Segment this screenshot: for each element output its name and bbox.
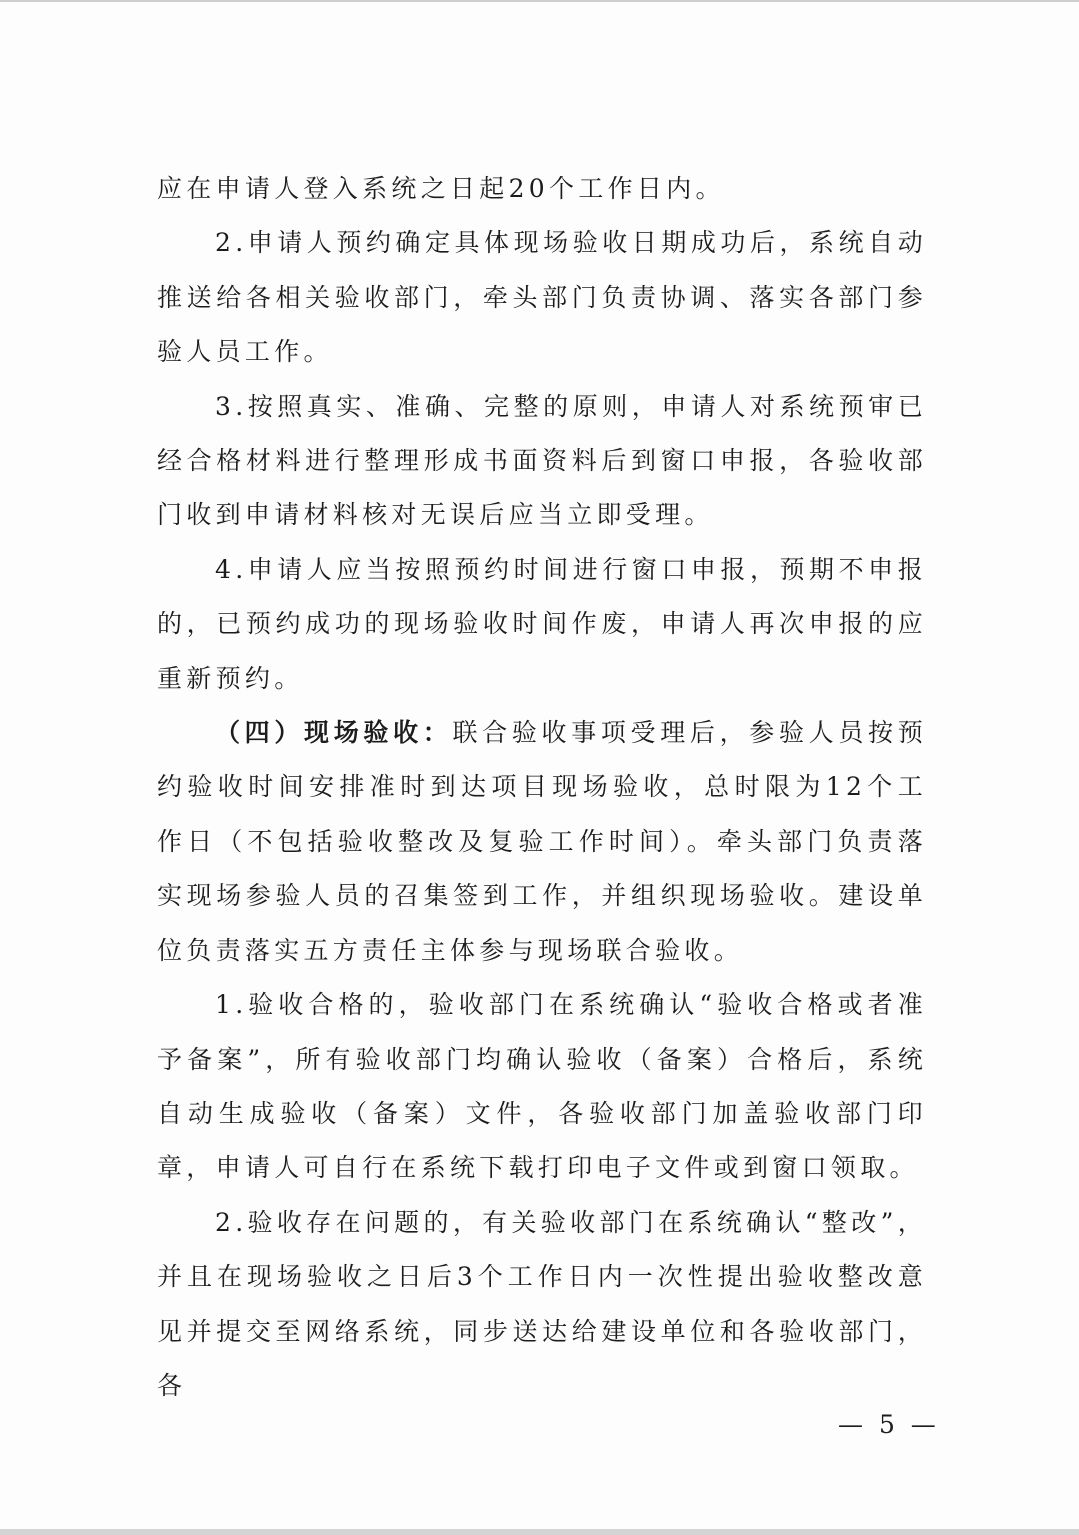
paragraph-text: 2.申请人预约确定具体现场验收日期成功后，系统自动推送给各相关验收部门，牵头部门负责协调、落实各部门参验人员工作。 xyxy=(157,228,927,367)
paragraph-item-2-problems xyxy=(157,1196,927,1414)
paragraph-item-3-materials xyxy=(157,380,927,543)
paragraph-text: 应在申请人登入系统之日起20个工作日内。 xyxy=(157,174,725,203)
paragraph-text: 1.验收合格的，验收部门在系统确认“验收合格或者准予备案”，所有验收部门均确认验收（备案）合格后，系统自动生成验收（备案）文件，各验收部门加盖验收部门印章，申请人可自行在系统下载打印电子文件或到窗口领取。 xyxy=(157,990,927,1183)
paragraph-item-2-appointment xyxy=(157,216,927,379)
section-heading: （四）现场验收： xyxy=(215,718,453,748)
paragraph-text: 3.按照真实、准确、完整的原则，申请人对系统预审已经合格材料进行整理形成书面资料后到窗口申报，各验收部门收到申请材料核对无误后应当立即受理。 xyxy=(157,391,927,530)
paragraph-item-1-qualified xyxy=(157,978,927,1196)
document-body xyxy=(157,162,927,1413)
section-four-onsite-acceptance xyxy=(157,706,927,978)
paragraph-continuation xyxy=(157,162,927,216)
paragraph-text: 2.验收存在问题的，有关验收部门在系统确认“整改”，并且在现场验收之日后3个工作日内一次性提出验收整改意见并提交至网络系统，同步送达给建设单位和各验收部门，各 xyxy=(157,1207,927,1400)
paragraph-text: 4.申请人应当按照预约时间进行窗口申报，预期不申报的，已预约成功的现场验收时间作废，申请人再次申报的应重新预约。 xyxy=(157,554,927,693)
page-number: — 5 — xyxy=(838,1410,940,1439)
paragraph-item-4-declaration xyxy=(157,543,927,706)
paragraph-text: 联合验收事项受理后，参验人员按预约验收时间安排准时到达项目现场验收，总时限为12个工作日（不包括验收整改及复验工作时间）。牵头部门负责落实现场参验人员的召集签到工作，并组织现场验收。建设单位负责落实五方责任主体参与现场联合验收。 xyxy=(157,718,927,965)
